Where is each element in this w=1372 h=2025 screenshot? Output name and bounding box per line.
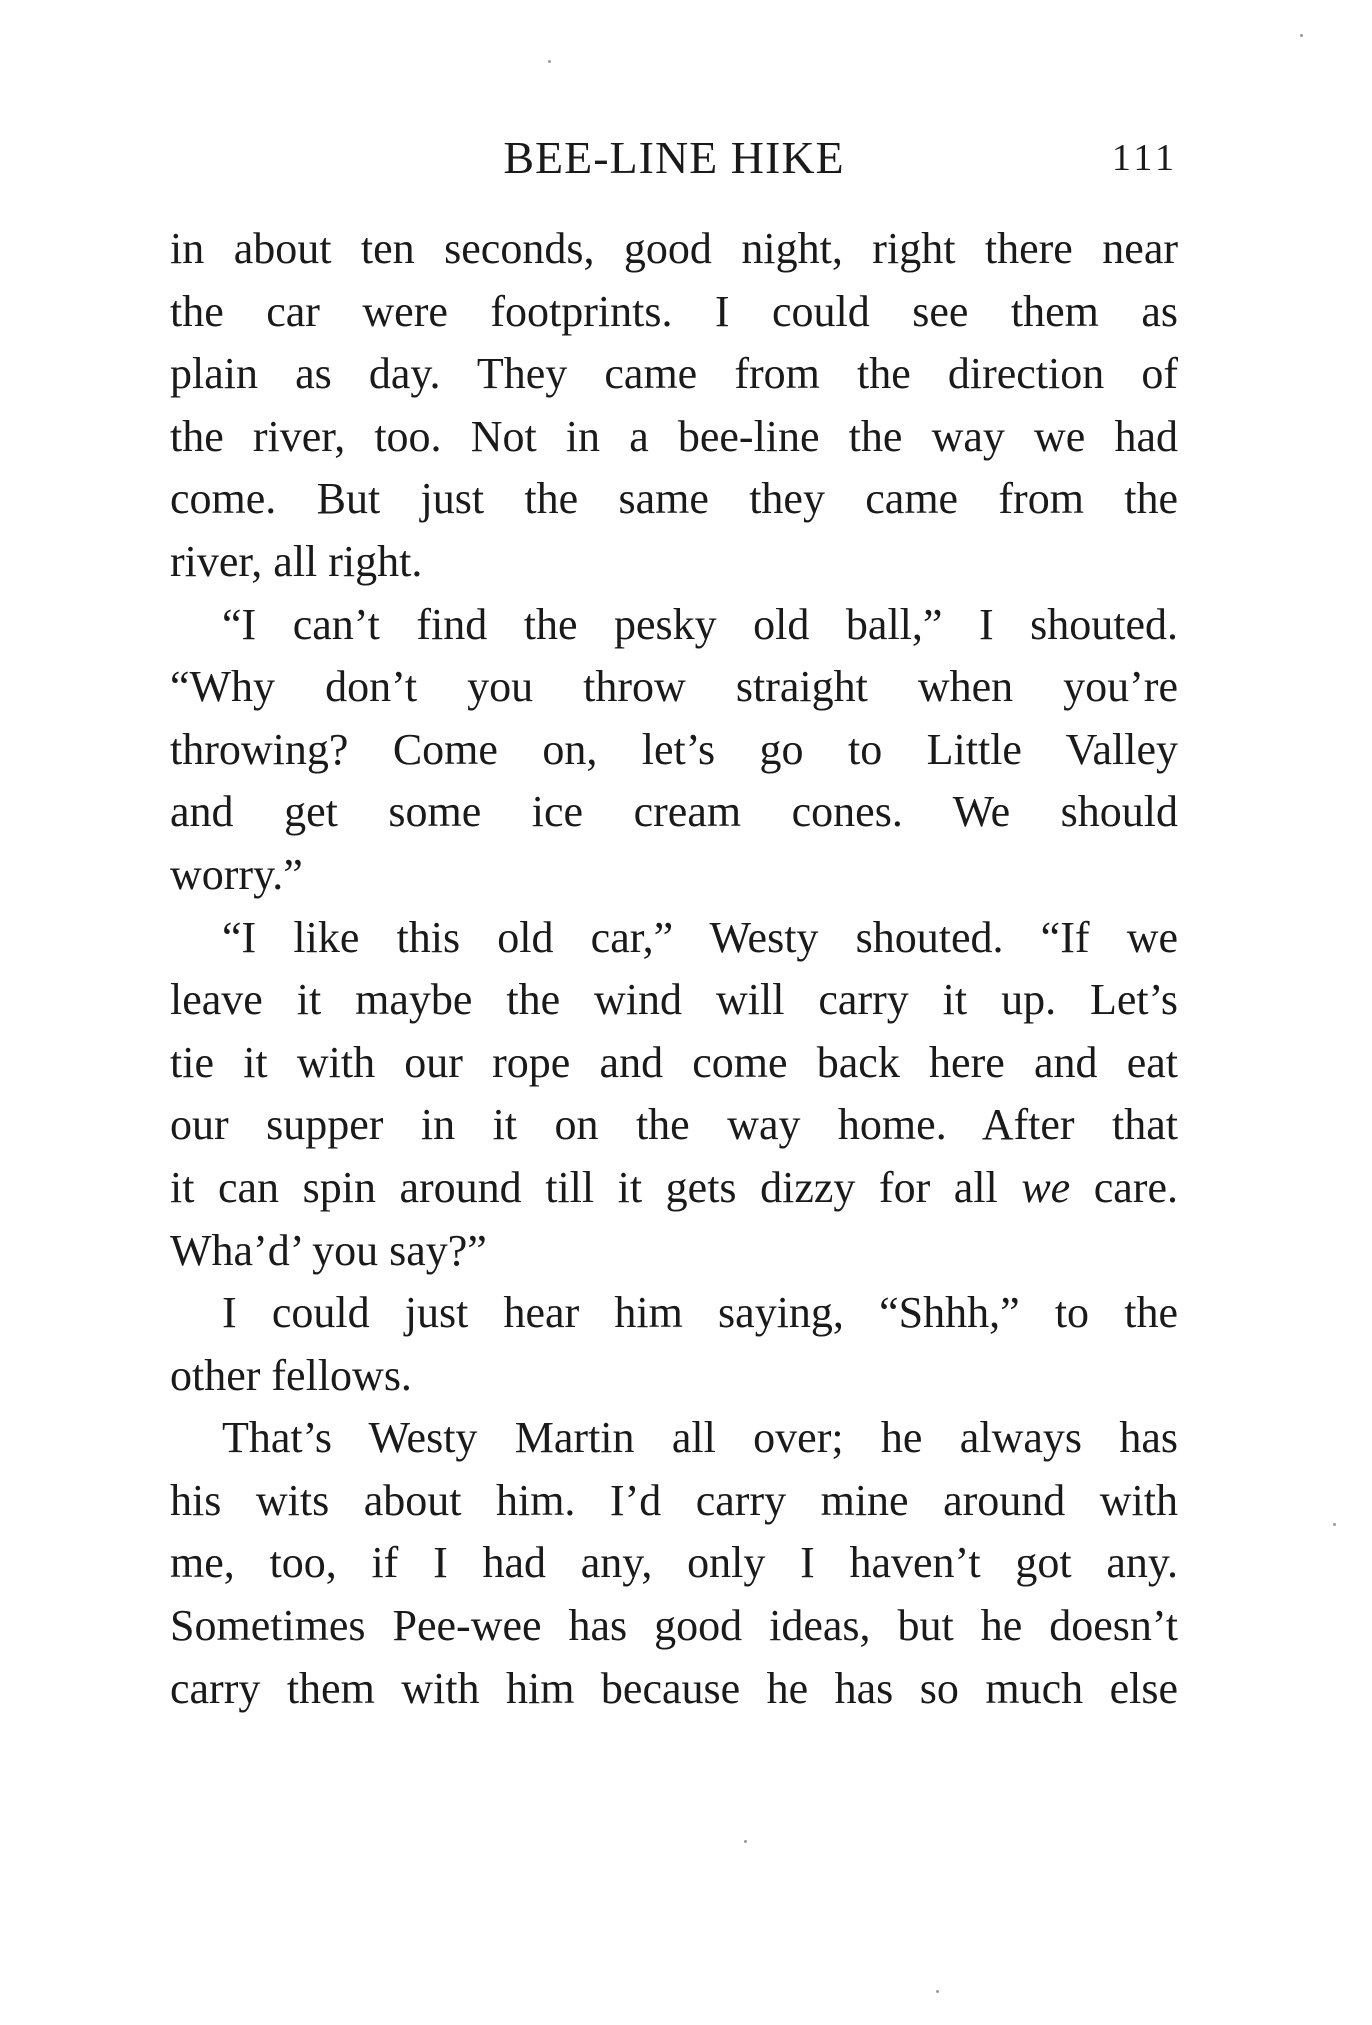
text-line: in about ten seconds, good night, right there near — [170, 224, 1178, 273]
text-line: leave it maybe the wind will carry it up. Let’s — [170, 975, 1178, 1025]
text-line: me, too, if I had any, only I haven’t got any. — [170, 1538, 1178, 1588]
text-line: come. But just the same they came from the — [170, 474, 1178, 524]
emphasis-suffix: care. — [1070, 1162, 1178, 1212]
text-line: plain as day. They came from the direction of — [170, 349, 1178, 399]
page-header — [170, 128, 1178, 188]
page-number: 111 — [1111, 137, 1178, 179]
text-line: throwing? Come on, let’s go to Little Valley — [170, 724, 1178, 774]
running-head: BEE-LINE HIKE — [503, 132, 845, 183]
emphasis-prefix: it can spin around till it gets dizzy for all — [170, 1162, 1022, 1212]
text-line: “Why don’t you throw straight when you’re — [170, 662, 1178, 712]
text-line: worry.” — [170, 849, 303, 899]
text-line-with-emphasis — [170, 1157, 1178, 1220]
paper-speck — [936, 1990, 939, 1993]
text-line: river, all right. — [170, 536, 423, 586]
paragraph-first-line: “I like this old car,” Westy shouted. “If we — [222, 912, 1178, 962]
text-line: and get some ice cream cones. We should — [170, 787, 1178, 837]
paper-speck — [1333, 1523, 1336, 1526]
paragraph-first-line: I could just hear him saying, “Shhh,” to the — [222, 1288, 1178, 1338]
emphasized-word: we — [1021, 1162, 1071, 1212]
text-line: our supper in it on the way home. After that — [170, 1100, 1178, 1150]
text-line: Sometimes Pee-wee has good ideas, but he doesn’t — [170, 1601, 1178, 1651]
text-line: the car were footprints. I could see them as — [170, 286, 1178, 336]
text-line: the river, too. Not in a bee-line the way we had — [170, 411, 1178, 461]
text-line: tie it with our rope and come back here and eat — [170, 1037, 1178, 1087]
paper-speck — [1300, 34, 1303, 37]
paper-speck — [548, 60, 551, 63]
body-text — [170, 218, 1178, 1720]
paragraph-first-line: “I can’t find the pesky old ball,” I shouted. — [222, 599, 1178, 649]
text-line: his wits about him. I’d carry mine around with — [170, 1475, 1178, 1525]
text-line: other fellows. — [170, 1350, 412, 1400]
text-line: carry them with him because he has so much else — [170, 1663, 1178, 1713]
text-line: Wha’d’ you say?” — [170, 1225, 487, 1275]
paper-speck — [744, 1840, 747, 1843]
paragraph-first-line: That’s Westy Martin all over; he always has — [222, 1413, 1178, 1463]
